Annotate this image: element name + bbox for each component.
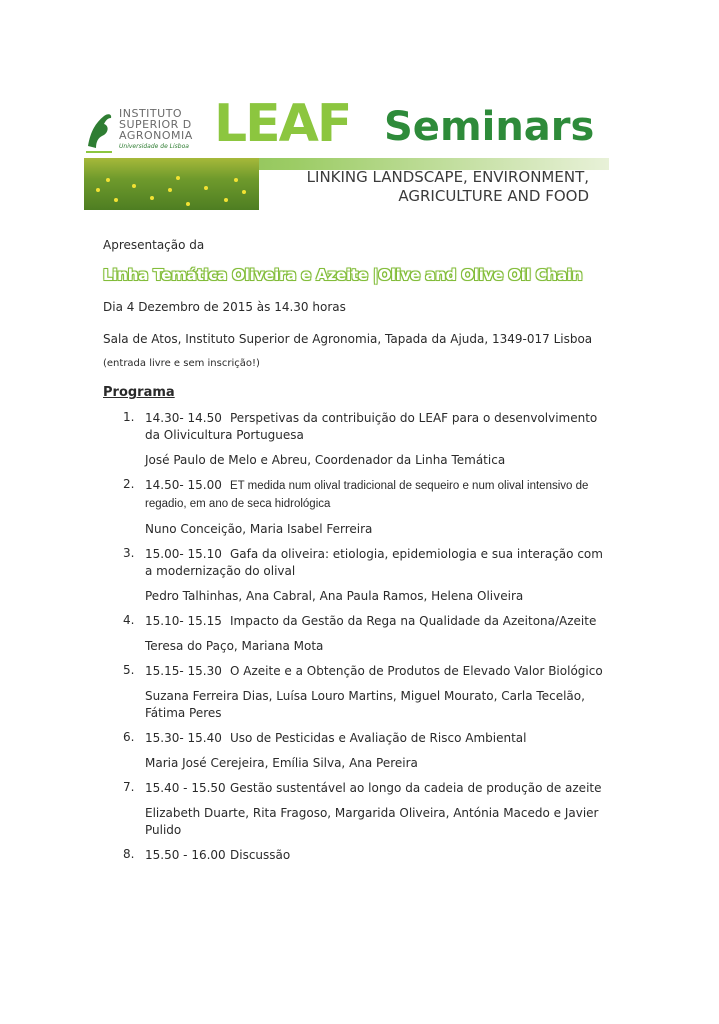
item-speakers: Elizabeth Duarte, Rita Fragoso, Margarida Oliveira, Antónia Macedo e Javier Pulido bbox=[145, 806, 599, 837]
item-number: 1. bbox=[123, 410, 135, 424]
item-time: 15.50 - 16.00 bbox=[145, 848, 226, 862]
item-number: 8. bbox=[123, 847, 135, 861]
item-title: O Azeite e a Obtenção de Produtos de Elevado Valor Biológico bbox=[230, 664, 603, 678]
program-item bbox=[103, 663, 613, 722]
item-time: 15.30- 15.40 bbox=[145, 731, 222, 745]
item-title: Uso de Pesticidas e Avaliação de Risco Ambiental bbox=[230, 731, 527, 745]
item-title: Perspetivas da contribuição do LEAF para o desenvolvimento da Olivicultura Portuguesa bbox=[145, 411, 598, 442]
item-number: 7. bbox=[123, 780, 135, 794]
item-number: 2. bbox=[123, 477, 135, 491]
item-speakers: Maria José Cerejeira, Emília Silva, Ana Pereira bbox=[145, 756, 418, 770]
entry-note: (entrada livre e sem inscrição!) bbox=[103, 358, 260, 369]
field-photo bbox=[84, 158, 259, 210]
program-item bbox=[103, 546, 613, 605]
item-number: 6. bbox=[123, 730, 135, 744]
item-number: 4. bbox=[123, 613, 135, 627]
item-time: 15.10- 15.15 bbox=[145, 614, 222, 628]
header-banner bbox=[84, 94, 609, 210]
item-title: Gafa da oliveira: etiologia, epidemiologia e sua interação com a modernização do olival bbox=[145, 547, 603, 578]
tagline-line: LINKING LANDSCAPE, ENVIRONMENT, bbox=[306, 168, 589, 186]
institute-subline: Universidade de Lisboa bbox=[119, 143, 189, 150]
presentation-text: Apresentação da bbox=[103, 238, 205, 252]
program-item bbox=[103, 477, 613, 538]
item-time: 15.00- 15.10 bbox=[145, 547, 222, 561]
item-title: ET medida num olival tradicional de sequeiro e num olival intensivo de regadio, em ano de seca hidrológica bbox=[145, 480, 589, 510]
tagline-line: AGRICULTURE AND FOOD bbox=[398, 187, 589, 205]
program-list bbox=[103, 410, 613, 864]
event-date: Dia 4 Dezembro de 2015 às 14.30 horas bbox=[103, 300, 346, 314]
institute-line: SUPERIOR D bbox=[119, 118, 192, 131]
program-heading: Programa bbox=[103, 385, 175, 400]
item-time: 15.40 - 15.50 bbox=[145, 781, 226, 795]
item-number: 5. bbox=[123, 663, 135, 677]
institute-line: INSTITUTO bbox=[119, 107, 183, 120]
document-body bbox=[103, 238, 613, 872]
program-item bbox=[103, 780, 613, 839]
item-title: Discussão bbox=[230, 848, 291, 862]
item-time: 14.50- 15.00 bbox=[145, 478, 222, 492]
isa-logo bbox=[84, 106, 209, 156]
item-time: 15.15- 15.30 bbox=[145, 664, 222, 678]
item-speakers: Suzana Ferreira Dias, Luísa Louro Martins, Miguel Mourato, Carla Tecelão, Fátima Peres bbox=[145, 689, 585, 720]
item-title: Gestão sustentável ao longo da cadeia de produção de azeite bbox=[230, 781, 602, 795]
theme-subtitle: Linha Temática Oliveira e Azeite |Olive and Olive Oil Chain bbox=[103, 266, 583, 284]
event-venue: Sala de Atos, Instituto Superior de Agronomia, Tapada da Ajuda, 1349-017 Lisboa bbox=[103, 332, 593, 346]
item-speakers: José Paulo de Melo e Abreu, Coordenador da Linha Temática bbox=[145, 453, 506, 467]
program-item bbox=[103, 410, 613, 469]
seminars-title: Seminars bbox=[384, 104, 595, 150]
item-time: 14.30- 14.50 bbox=[145, 411, 222, 425]
program-item bbox=[103, 730, 613, 772]
item-number: 3. bbox=[123, 546, 135, 560]
horse-emblem-icon bbox=[84, 106, 114, 156]
item-speakers: Nuno Conceição, Maria Isabel Ferreira bbox=[145, 522, 373, 536]
item-title: Impacto da Gestão da Rega na Qualidade da Azeitona/Azeite bbox=[230, 614, 597, 628]
item-speakers: Pedro Talhinhas, Ana Cabral, Ana Paula Ramos, Helena Oliveira bbox=[145, 589, 524, 603]
leaf-title: LEAF bbox=[214, 94, 351, 154]
item-speakers: Teresa do Paço, Mariana Mota bbox=[145, 639, 324, 653]
tagline bbox=[307, 168, 589, 206]
program-item bbox=[103, 613, 613, 655]
institute-line: AGRONOMIA bbox=[119, 129, 193, 142]
program-item bbox=[103, 847, 613, 864]
